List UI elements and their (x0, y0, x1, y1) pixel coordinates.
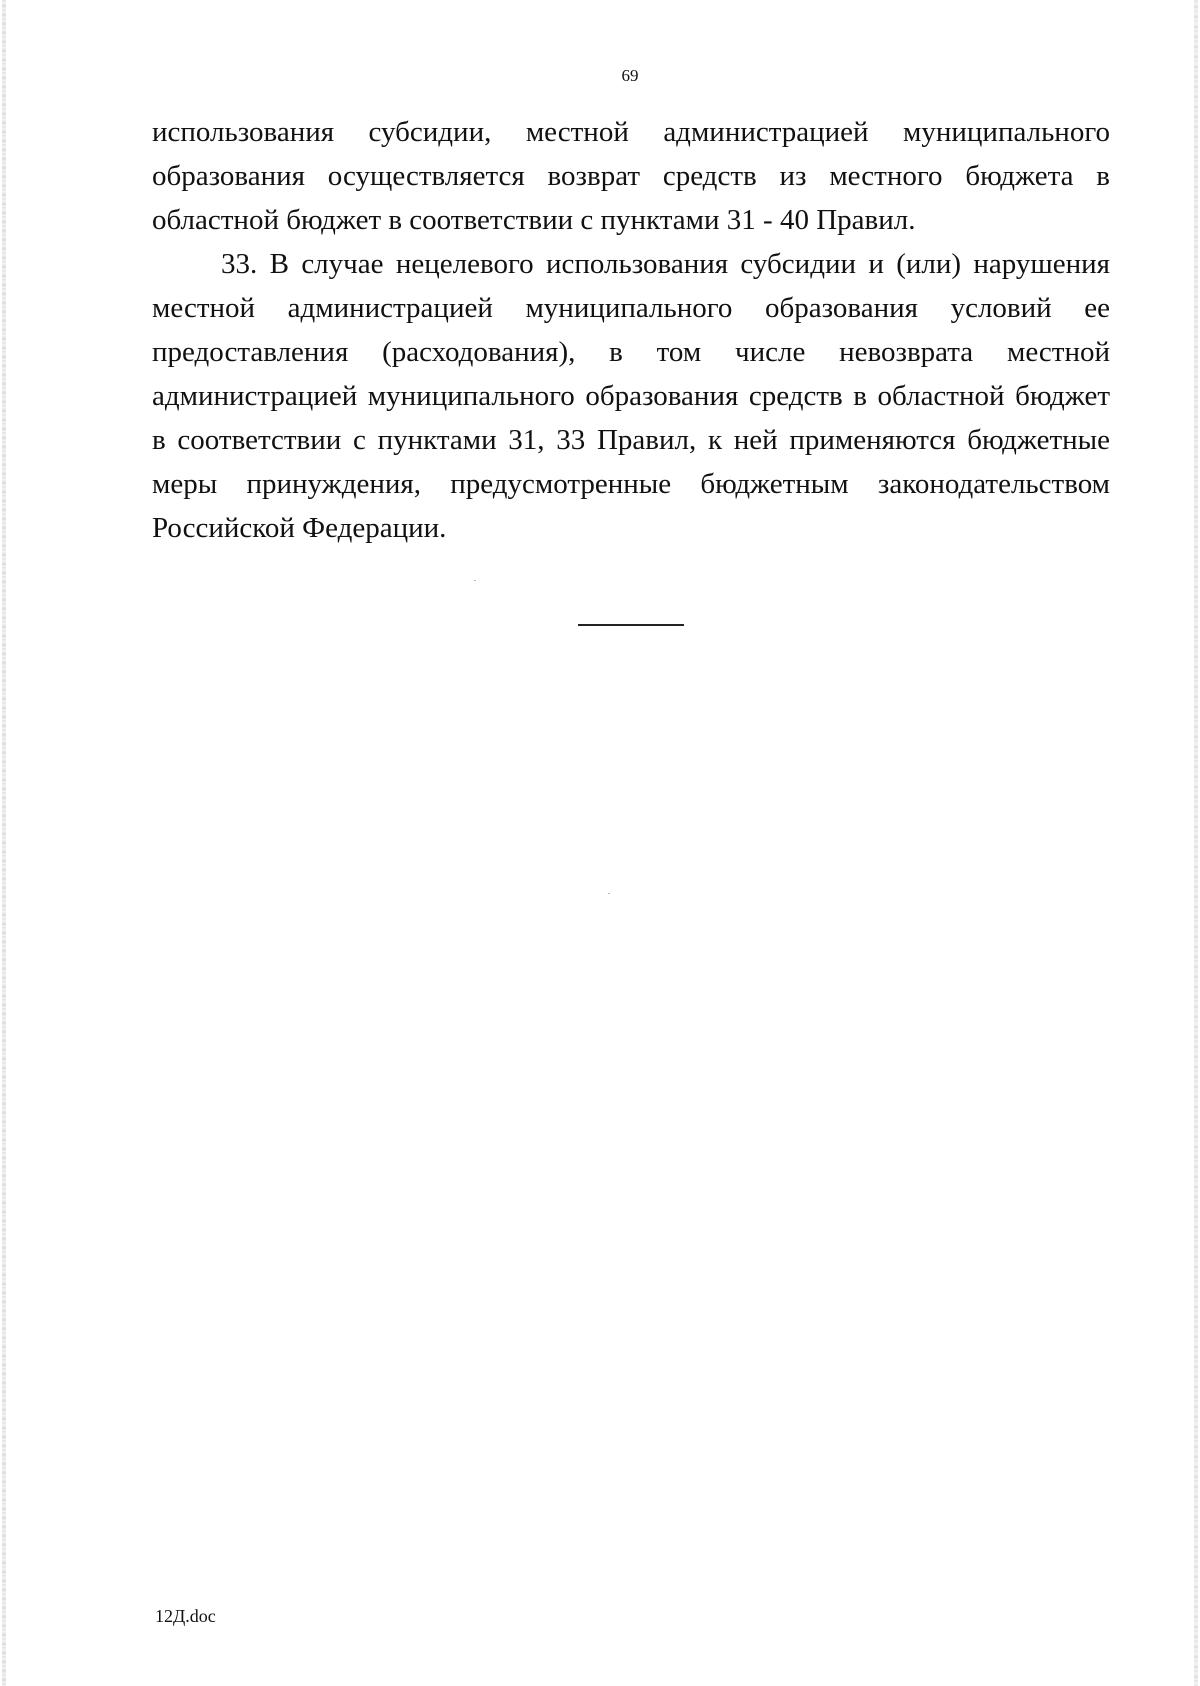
footer-filename: 12Д.doc (155, 1606, 216, 1626)
document-body (152, 110, 1110, 550)
scan-speck (608, 893, 610, 894)
paragraph-33: 33. В случае нецелевого использования субсидии и (или) нарушения местной администрацией муниципального образования условий ее предоставления (расходования), в том числе невозврата местной администрацией муниципального образования средств в областной бюджет в соответствии с пунктами 31, 33 Правил, к ней применяются бюджетные меры принуждения, предусмотренные бюджетным законодательством Российской Федерации. (152, 248, 1110, 544)
end-of-text-rule (578, 624, 684, 626)
scan-edge-left (2, 0, 6, 1686)
paragraph-continuation: использования субсидии, местной администрацией муниципального образования осуществляется возврат средств из местного бюджета в областной бюджет в соответствии с пунктами 31 - 40 Правил. (152, 116, 1110, 236)
page-number: 69 (621, 66, 639, 85)
scan-speck (474, 580, 476, 581)
scan-edge-right (1194, 0, 1198, 1686)
